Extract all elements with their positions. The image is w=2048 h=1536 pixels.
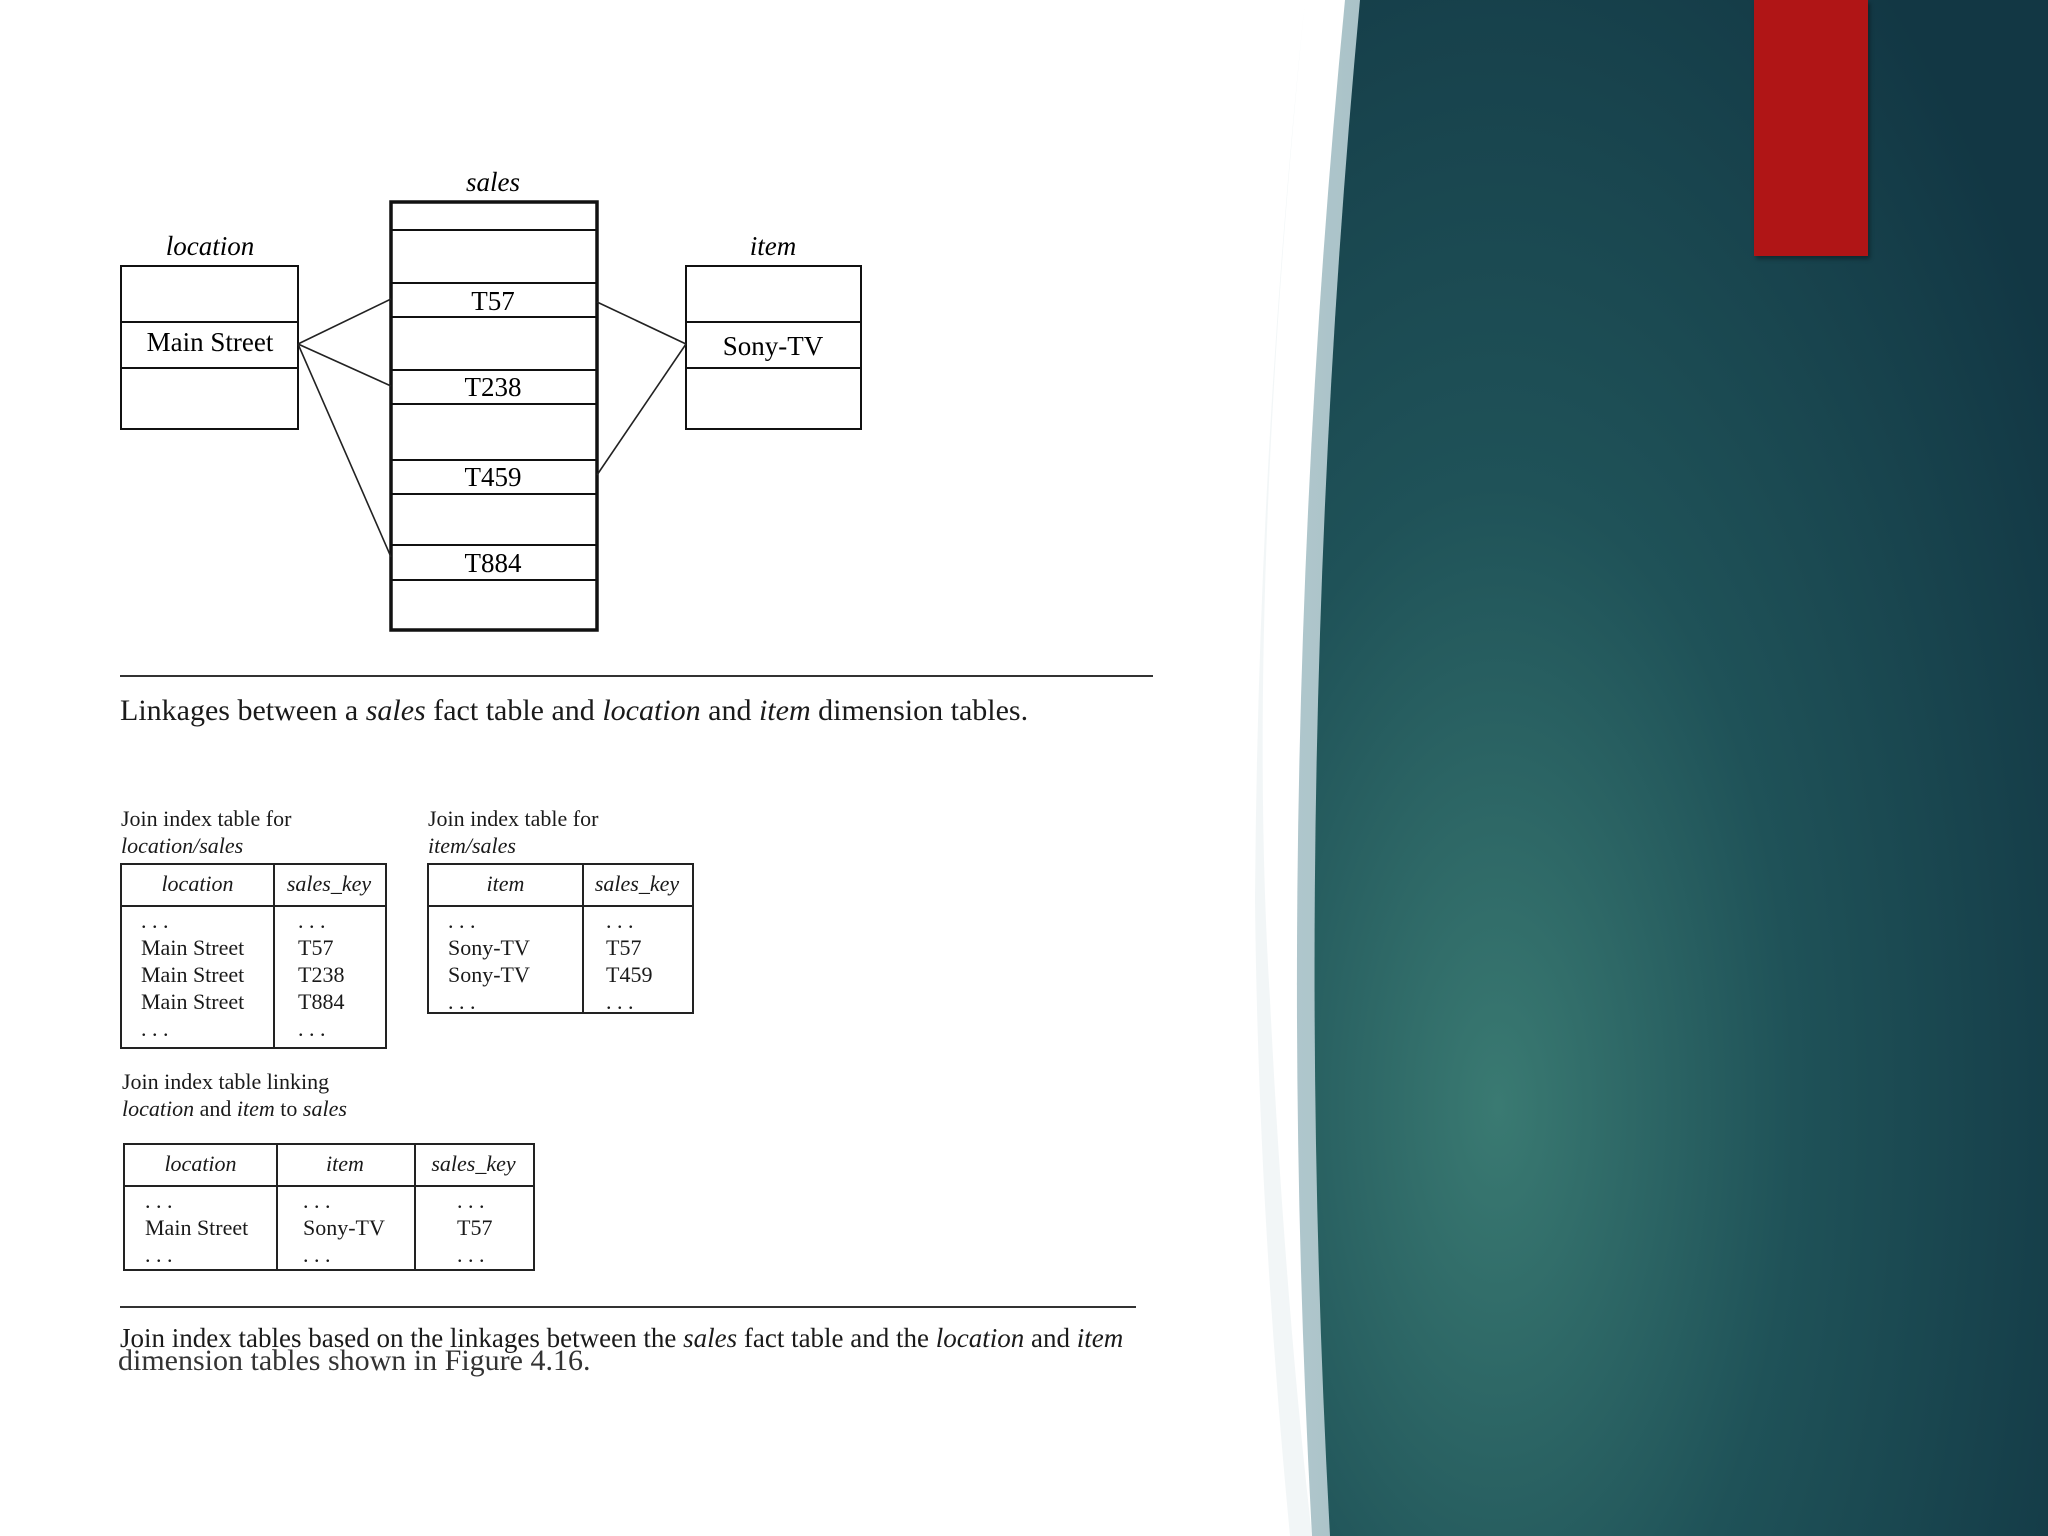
label-italic-location: location [122,1096,195,1121]
join-table-location-item-sales [123,1143,535,1271]
red-accent-bar [1754,0,1868,256]
label-and: and [194,1096,237,1121]
caption2-italic-item: item [1076,1323,1124,1353]
join-label-line1: Join index table for [121,806,292,831]
caption2-text-3: and [1024,1323,1077,1353]
caption2-italic-location: location [935,1323,1025,1353]
item-column-values: . . . Sony-TV Sony-TV . . . [448,908,530,1014]
header-item: item [276,1145,414,1187]
header-location: location [122,865,273,907]
sales-row-t884: T884 [464,548,522,578]
caption1-italic-location: location [602,694,701,727]
join-label-line2: item/sales [428,833,516,858]
figure-caption-1 [120,694,1028,728]
location-row-main-street: Main Street [146,327,274,357]
header-location: location [125,1145,276,1187]
caption-rule-2 [120,1306,1136,1308]
caption1-italic-item: item [758,694,811,727]
label-italic-item: item [236,1096,275,1121]
sales-row-t459: T459 [464,462,522,492]
column-divider [273,865,275,1047]
caption1-text-1: Linkages between a [120,694,366,727]
header-sales-key: sales_key [414,1145,533,1187]
join-label-line1: Join index table for [428,806,599,831]
item-row-sony-tv: Sony-TV [722,331,824,361]
join-label-line2: location/sales [121,833,244,858]
caption1-text-3: and [700,694,759,727]
caption2-cut-text: dimension tables shown in Figure 4.16. [118,1344,591,1377]
column-divider [276,1145,278,1269]
sales-row-t57: T57 [471,286,515,316]
item-table-title: item [749,231,797,261]
join-label-location-item-sales [122,1068,347,1122]
join-table-location-sales [120,863,387,1049]
join-label-line2 [122,1095,347,1122]
join-label-item-sales [428,805,598,859]
location-column-values: . . . Main Street Main Street Main Street . . . [141,908,245,1041]
header-item: item [429,865,582,907]
caption2-text-2: fact table and the [737,1323,936,1353]
caption1-text-2: fact table and [425,694,603,727]
join-label-location-sales [121,805,291,859]
join-table-item-sales [427,863,694,1014]
caption2-cut-off-line [118,1344,1138,1377]
location-table-title: location [165,231,255,261]
item-column-values: . . . Sony-TV . . . [303,1188,385,1267]
sales-table-title: sales [466,167,520,197]
caption1-text-4: dimension tables. [810,694,1029,727]
caption1-italic-sales: sales [365,694,426,727]
sales-key-column-values: . . . T57 T238 T884 . . . [298,908,345,1041]
sales-row-t238: T238 [464,372,522,402]
caption-rule-1 [120,675,1153,677]
column-divider [582,865,584,1012]
label-to: to [274,1096,303,1121]
header-sales-key: sales_key [582,865,692,907]
column-divider [414,1145,416,1269]
sales-key-column-values: . . . T57 T459 . . . [606,908,653,1014]
label-italic-sales: sales [302,1096,347,1121]
caption2-text-1: Join index tables based on the linkages between the [120,1323,684,1353]
header-sales-key: sales_key [273,865,385,907]
join-label-line1: Join index table linking [122,1069,330,1094]
caption2-italic-sales: sales [683,1323,738,1353]
sales-key-column-values: . . . T57 . . . [457,1188,493,1267]
location-column-values: . . . Main Street . . . [145,1188,249,1267]
